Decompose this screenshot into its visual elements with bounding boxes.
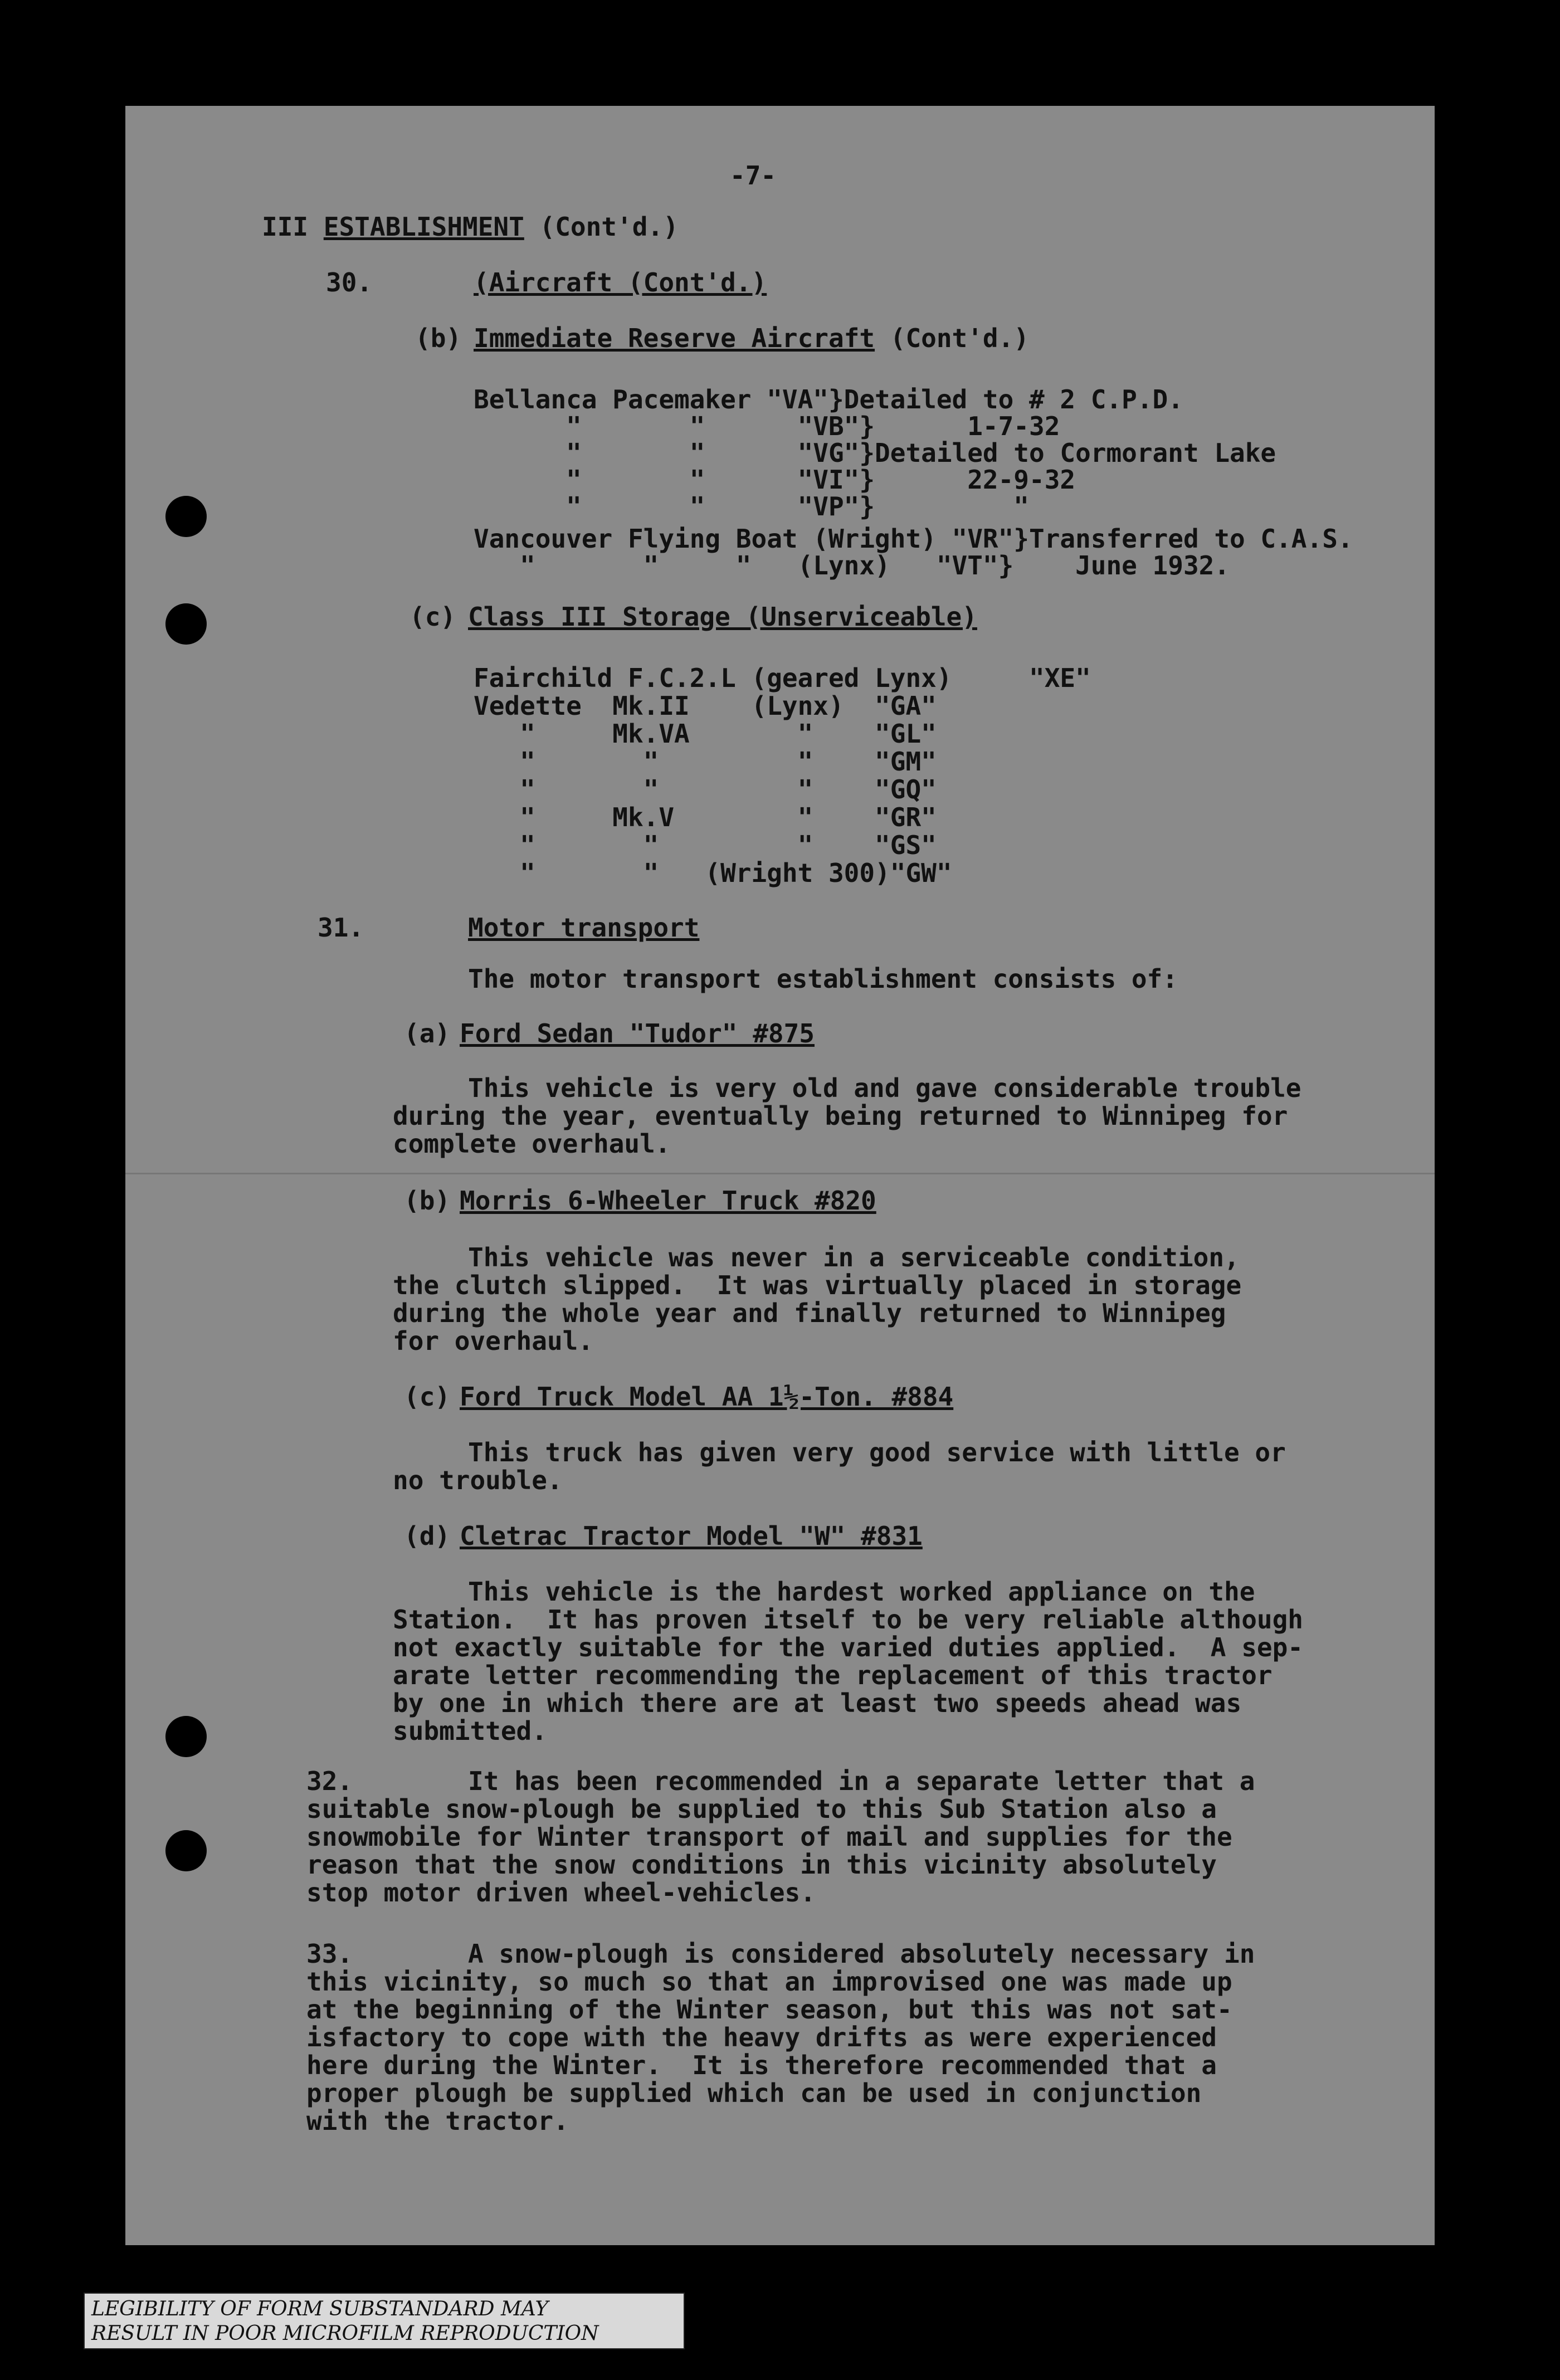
list-item: " " " "GM" <box>474 747 937 777</box>
item-label: (d) <box>404 1521 451 1551</box>
item-label: (b) <box>404 1186 451 1216</box>
body-line: A snow-plough is considered absolutely necessary in <box>468 1939 1255 1969</box>
list-item: " " "VI"} 22-9-32 <box>474 465 1076 495</box>
list-item: " Mk.V " "GR" <box>474 802 937 832</box>
heading-title: ESTABLISHMENT <box>323 212 524 242</box>
list-item: " Mk.VA " "GL" <box>474 719 937 749</box>
page-number: -7- <box>730 160 777 191</box>
body-line: the clutch slipped. It was virtually placed in storage <box>393 1270 1242 1300</box>
body-line: proper plough be supplied which can be used in conjunction <box>306 2078 1202 2108</box>
paragraph-number: 32. <box>306 1766 353 1796</box>
paragraph-title: (Aircraft (Cont'd.) <box>474 267 767 298</box>
item-label: (a) <box>404 1018 451 1048</box>
note-line-1: LEGIBILITY OF FORM SUBSTANDARD MAY <box>91 2298 549 2320</box>
body-line: no trouble. <box>393 1465 563 1495</box>
item-label: (c) <box>404 1382 451 1412</box>
heading-suffix: (Cont'd.) <box>539 212 679 242</box>
item-title: Morris 6-Wheeler Truck #820 <box>460 1186 876 1216</box>
list-item: Vancouver Flying Boat (Wright) "VR"}Transferred to C.A.S. <box>474 524 1353 554</box>
body-line: for overhaul. <box>393 1326 594 1356</box>
note-line-2: RESULT IN POOR MICROFILM REPRODUCTION <box>91 2322 599 2345</box>
item-title: Cletrac Tractor Model "W" #831 <box>460 1521 923 1551</box>
microfilm-legibility-note <box>84 2293 685 2349</box>
list-item: " " "VB"} 1-7-32 <box>474 411 1060 441</box>
item-title: Ford Truck Model AA 1½-Ton. #884 <box>460 1382 954 1412</box>
list-item: Fairchild F.C.2.L (geared Lynx) "XE" <box>474 663 1091 693</box>
list-item: " " (Wright 300)"GW" <box>474 858 952 888</box>
list-item: " " " "GS" <box>474 830 937 860</box>
body-line: at the beginning of the Winter season, but this was not sat- <box>306 1994 1232 2025</box>
body-line: This truck has given very good service with little or <box>468 1437 1286 1467</box>
subsection-title: Class III Storage (Unserviceable) <box>468 602 977 632</box>
body-line: This vehicle was never in a serviceable condition, <box>468 1242 1240 1272</box>
list-item: " " "VP"} " <box>474 491 1029 521</box>
body-line: here during the Winter. It is therefore recommended that a <box>306 2050 1217 2080</box>
body-line: with the tractor. <box>306 2106 569 2136</box>
paragraph-number: 31. <box>318 913 364 943</box>
list-item: " " " "GQ" <box>474 774 937 804</box>
subsection-suffix: (Cont'd.) <box>890 323 1030 353</box>
body-line: stop motor driven wheel-vehicles. <box>306 1877 816 1908</box>
body-line: isfactory to cope with the heavy drifts as were experienced <box>306 2022 1217 2052</box>
subsection-label: (c) <box>410 602 456 632</box>
item-title: Ford Sedan "Tudor" #875 <box>460 1018 815 1048</box>
punch-hole <box>165 496 207 537</box>
subsection-title: Immediate Reserve Aircraft <box>474 323 875 353</box>
heading-numeral: III <box>262 212 309 242</box>
punch-hole <box>165 1716 207 1757</box>
body-line: This vehicle is the hardest worked appliance on the <box>468 1577 1255 1607</box>
subsection-heading <box>474 323 1029 353</box>
list-item: " " "VG"}Detailed to Cormorant Lake <box>474 438 1276 468</box>
body-line: during the whole year and finally returned to Winnipeg <box>393 1298 1226 1328</box>
body-line: submitted. <box>393 1716 547 1746</box>
body-line: during the year, eventually being returned to Winnipeg for <box>393 1101 1288 1131</box>
body-line: suitable snow-plough be supplied to this Sub Station also a <box>306 1794 1217 1824</box>
paragraph-number: 30. <box>326 267 373 298</box>
section-heading <box>262 212 679 242</box>
body-line: this vicinity, so much so that an improvised one was made up <box>306 1967 1232 1997</box>
body-line: not exactly suitable for the varied duties applied. A sep- <box>393 1632 1303 1662</box>
list-item: " " " (Lynx) "VT"} June 1932. <box>474 550 1230 581</box>
paragraph-title: Motor transport <box>468 913 700 943</box>
body-line: arate letter recommending the replacement of this tractor <box>393 1660 1273 1690</box>
body-line: by one in which there are at least two speeds ahead was <box>393 1688 1242 1718</box>
punch-hole <box>165 1830 207 1871</box>
body-line: It has been recommended in a separate letter that a <box>468 1766 1255 1796</box>
body-line: complete overhaul. <box>393 1129 671 1159</box>
list-item: Bellanca Pacemaker "VA"}Detailed to # 2 C.P.D. <box>474 384 1183 414</box>
document-page <box>125 106 1435 2245</box>
paragraph-number: 33. <box>306 1939 353 1969</box>
body-line: This vehicle is very old and gave considerable trouble <box>468 1073 1301 1103</box>
subsection-label: (b) <box>415 323 462 353</box>
paragraph-intro: The motor transport establishment consists of: <box>468 964 1178 994</box>
list-item: Vedette Mk.II (Lynx) "GA" <box>474 691 937 721</box>
body-line: reason that the snow conditions in this vicinity absolutely <box>306 1850 1217 1880</box>
body-line: snowmobile for Winter transport of mail and supplies for the <box>306 1822 1232 1852</box>
punch-hole <box>165 603 207 645</box>
body-line: Station. It has proven itself to be very reliable although <box>393 1604 1303 1635</box>
